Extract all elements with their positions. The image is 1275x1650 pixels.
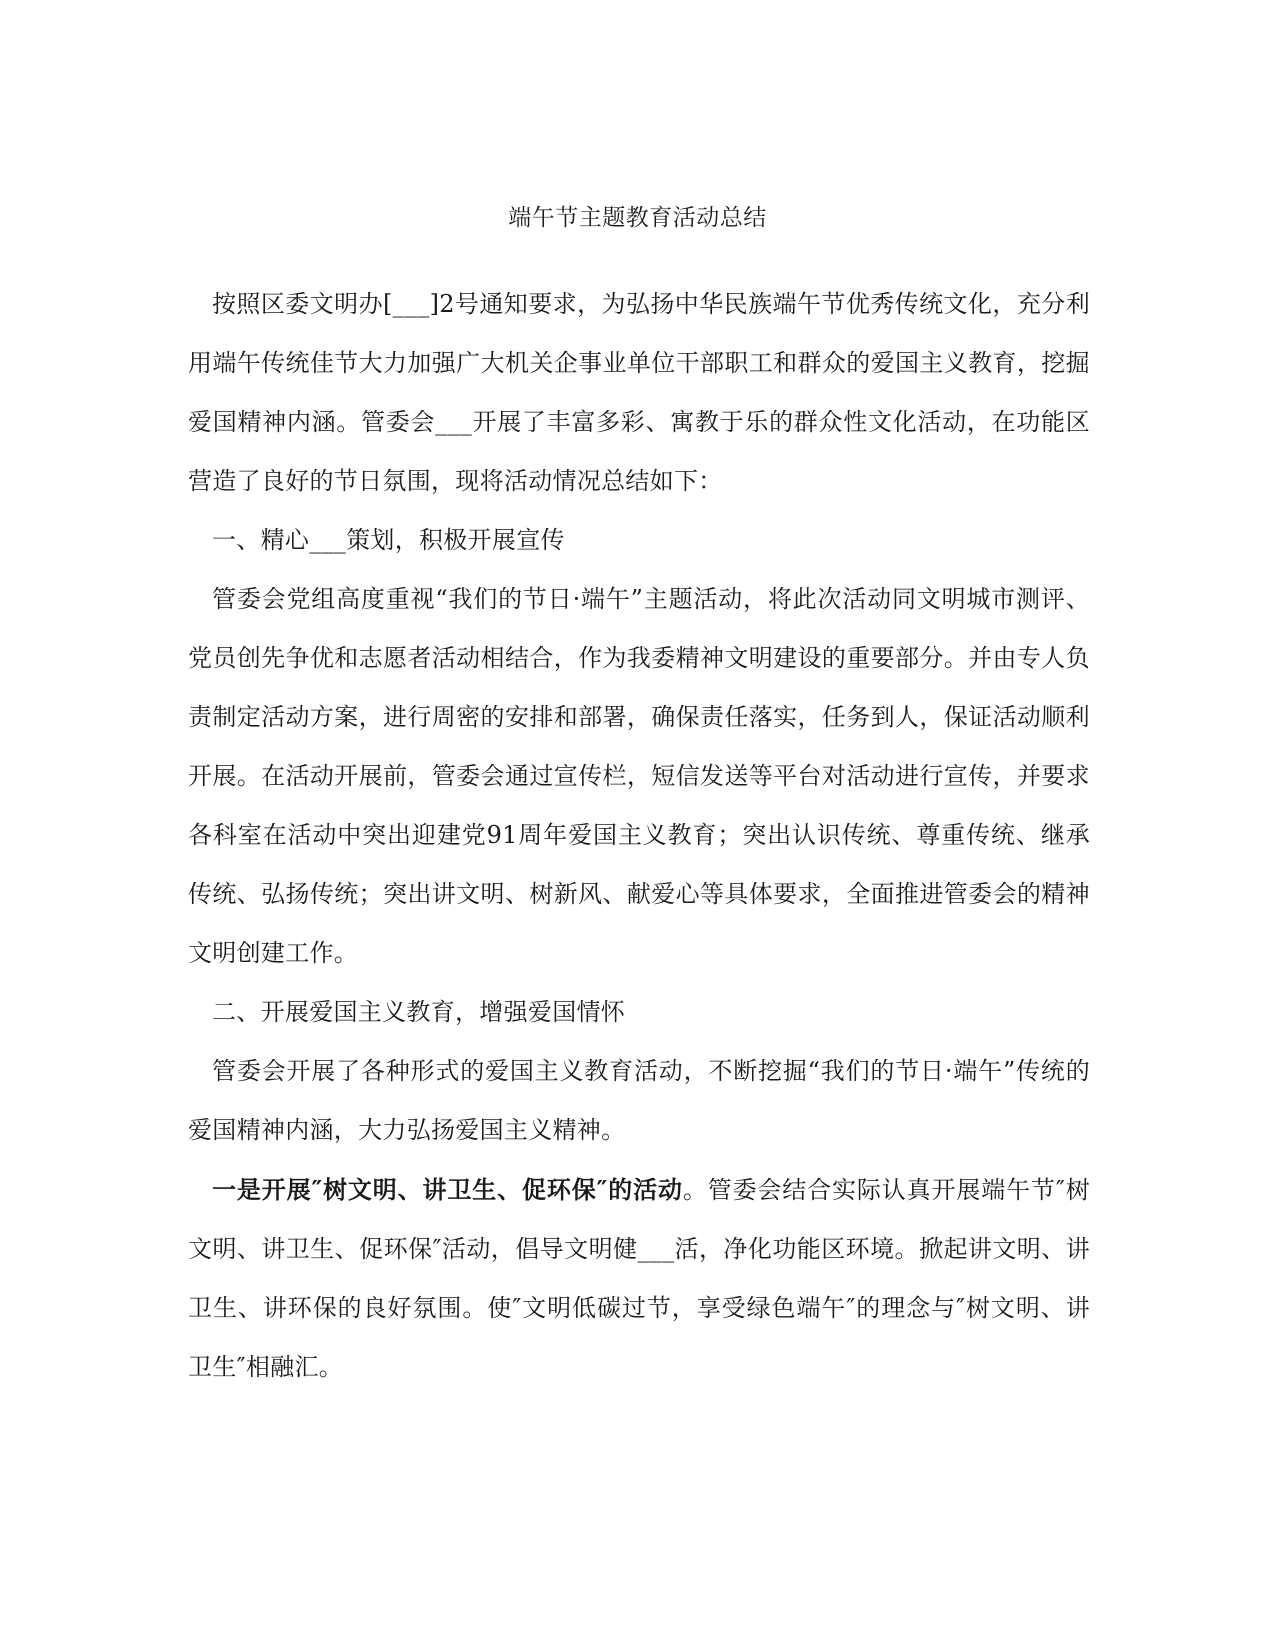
section-1-paragraph: 管委会党组高度重视“我们的节日·端午”主题活动，将此次活动同文明城市测评、党员创先争优和志愿者活动相结合，作为我委精神文明建设的重要部分。并由专人负责制定活动方案，进行周密的安排和部署，确保责任落实，任务到人，保证活动顺利开展。在活动开展前，管委会通过宣传栏，短信发送等平台对活动进行宣传，并要求各科室在活动中突出迎建党91周年爱国主义教育；突出认识传统、尊重传统、继承传统、弘扬传统；突出讲文明、树新风、献爱心等具体要求，全面推进管委会的精神文明创建工作。 [188, 585, 1090, 967]
section-heading-2: 二、开展爱国主义教育，增强爱国情怀 [212, 998, 626, 1026]
intro-paragraph: 按照区委文明办[___]2号通知要求，为弘扬中华民族端午节优秀传统文化，充分利用端午传统佳节大力加强广大机关企事业单位干部职工和群众的爱国主义教育，挖掘爱国精神内涵。管委会___开展了丰富多彩、寓教于乐的群众性文化活动，在功能区营造了良好的节日氛围，现将活动情况总结如下： [188, 290, 1090, 495]
document-body [188, 275, 1090, 1397]
activity-paragraph [188, 1160, 1090, 1397]
document-title: 端午节主题教育活动总结 [508, 205, 767, 231]
activity-text: 。管委会结合实际认真开展端午节″树文明、讲卫生、促环保″活动，倡导文明健___活，净化功能区环境。掀起讲文明、讲卫生、讲环保的良好氛围。使″文明低碳过节，享受绿色端午″的理念与″树文明、讲卫生″相融汇。 [188, 1176, 1090, 1381]
section-heading-1: 一、精心___策划，积极开展宣传 [212, 526, 565, 554]
section-2-paragraph: 管委会开展了各种形式的爱国主义教育活动，不断挖掘“我们的节日·端午”传统的爱国精神内涵，大力弘扬爱国主义精神。 [188, 1057, 1090, 1144]
activity-lead: 一是开展″树文明、讲卫生、促环保″的活动 [212, 1175, 683, 1204]
